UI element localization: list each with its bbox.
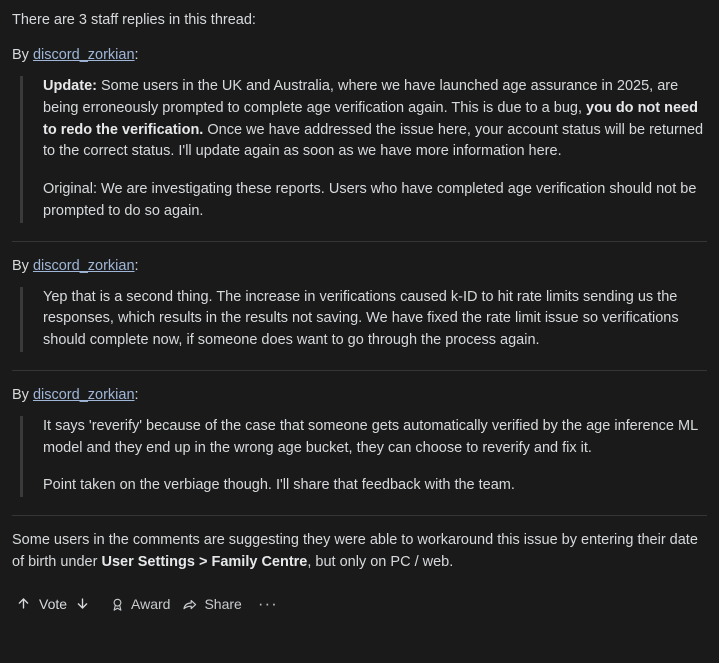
reply-author-line: [12, 385, 707, 406]
divider: [12, 515, 707, 516]
closing-text-2: , but only on PC / web.: [307, 553, 454, 570]
update-label: Update:: [43, 78, 97, 95]
author-colon: :: [134, 257, 139, 274]
by-prefix: By: [12, 47, 33, 64]
reply-quote: [20, 76, 707, 223]
divider: [12, 241, 707, 242]
reply-paragraph: [43, 76, 707, 163]
update-text-1: Some users in the UK and Australia, where we have launched age assurance in 2025, are being erroneously prompted to complete age verification again. This is due to a bug,: [43, 78, 679, 116]
share-button[interactable]: [178, 590, 249, 618]
closing-text-1: Some users in the comments are suggesting they were able to workaround this issue by entering their date of birth under: [12, 532, 698, 570]
award-icon: [110, 594, 125, 614]
author-colon: :: [134, 386, 139, 403]
vote-label[interactable]: Vote: [39, 595, 68, 612]
reply-paragraph: Point taken on the verbiage though. I'll share that feedback with the team.: [43, 477, 515, 494]
upvote-arrow-icon[interactable]: [12, 594, 35, 614]
reply-paragraph: It says 'reverify' because of the case that someone gets automatically verified by the age inference ML model and they end up in the wrong age bucket, they can choose to reverify and fix it.: [43, 417, 698, 456]
downvote-arrow-icon[interactable]: [71, 594, 94, 614]
reply-author-line: [12, 256, 707, 277]
reply-paragraph: Yep that is a second thing. The increase in verifications caused k-ID to hit rate limits sending us the responses, which results in the results not saving. We have fixed the rate limit issue so verifications should complete now, if someone does want to go through the process again.: [43, 288, 679, 349]
staff-reply: [12, 385, 707, 497]
staff-reply: [12, 256, 707, 352]
reply-author-link[interactable]: discord_zorkian: [32, 257, 135, 274]
reply-quote: [20, 416, 707, 497]
reply-author-link[interactable]: discord_zorkian: [32, 386, 135, 403]
reply-quote: [20, 287, 707, 352]
author-colon: :: [134, 47, 139, 64]
reply-author-link[interactable]: discord_zorkian: [32, 47, 135, 64]
divider: [12, 370, 707, 371]
staff-reply: [12, 45, 707, 223]
more-options-icon[interactable]: ···: [257, 594, 278, 614]
post-action-bar: [12, 588, 707, 628]
award-button[interactable]: [106, 590, 178, 618]
award-label: Award: [131, 595, 171, 612]
by-prefix: By: [12, 257, 33, 274]
vote-group: [12, 594, 94, 614]
share-label: Share: [204, 595, 242, 612]
reply-paragraph: Original: We are investigating these reports. Users who have completed age verification should not be prompted to do so again.: [43, 181, 697, 219]
reply-author-line: [12, 45, 707, 66]
update-emphasis: you do not need to redo the verification.: [43, 99, 698, 138]
share-arrow-icon: [182, 594, 198, 614]
update-text-2: Once we have addressed the issue here, your account status will be returned to the correct status. I'll update again as soon as we have more information here.: [43, 121, 704, 160]
closing-emphasis: User Settings > Family Centre: [101, 553, 308, 570]
by-prefix: By: [12, 386, 33, 403]
closing-note: [12, 530, 707, 574]
staff-replies-intro: There are 3 staff replies in this thread:: [12, 12, 256, 28]
